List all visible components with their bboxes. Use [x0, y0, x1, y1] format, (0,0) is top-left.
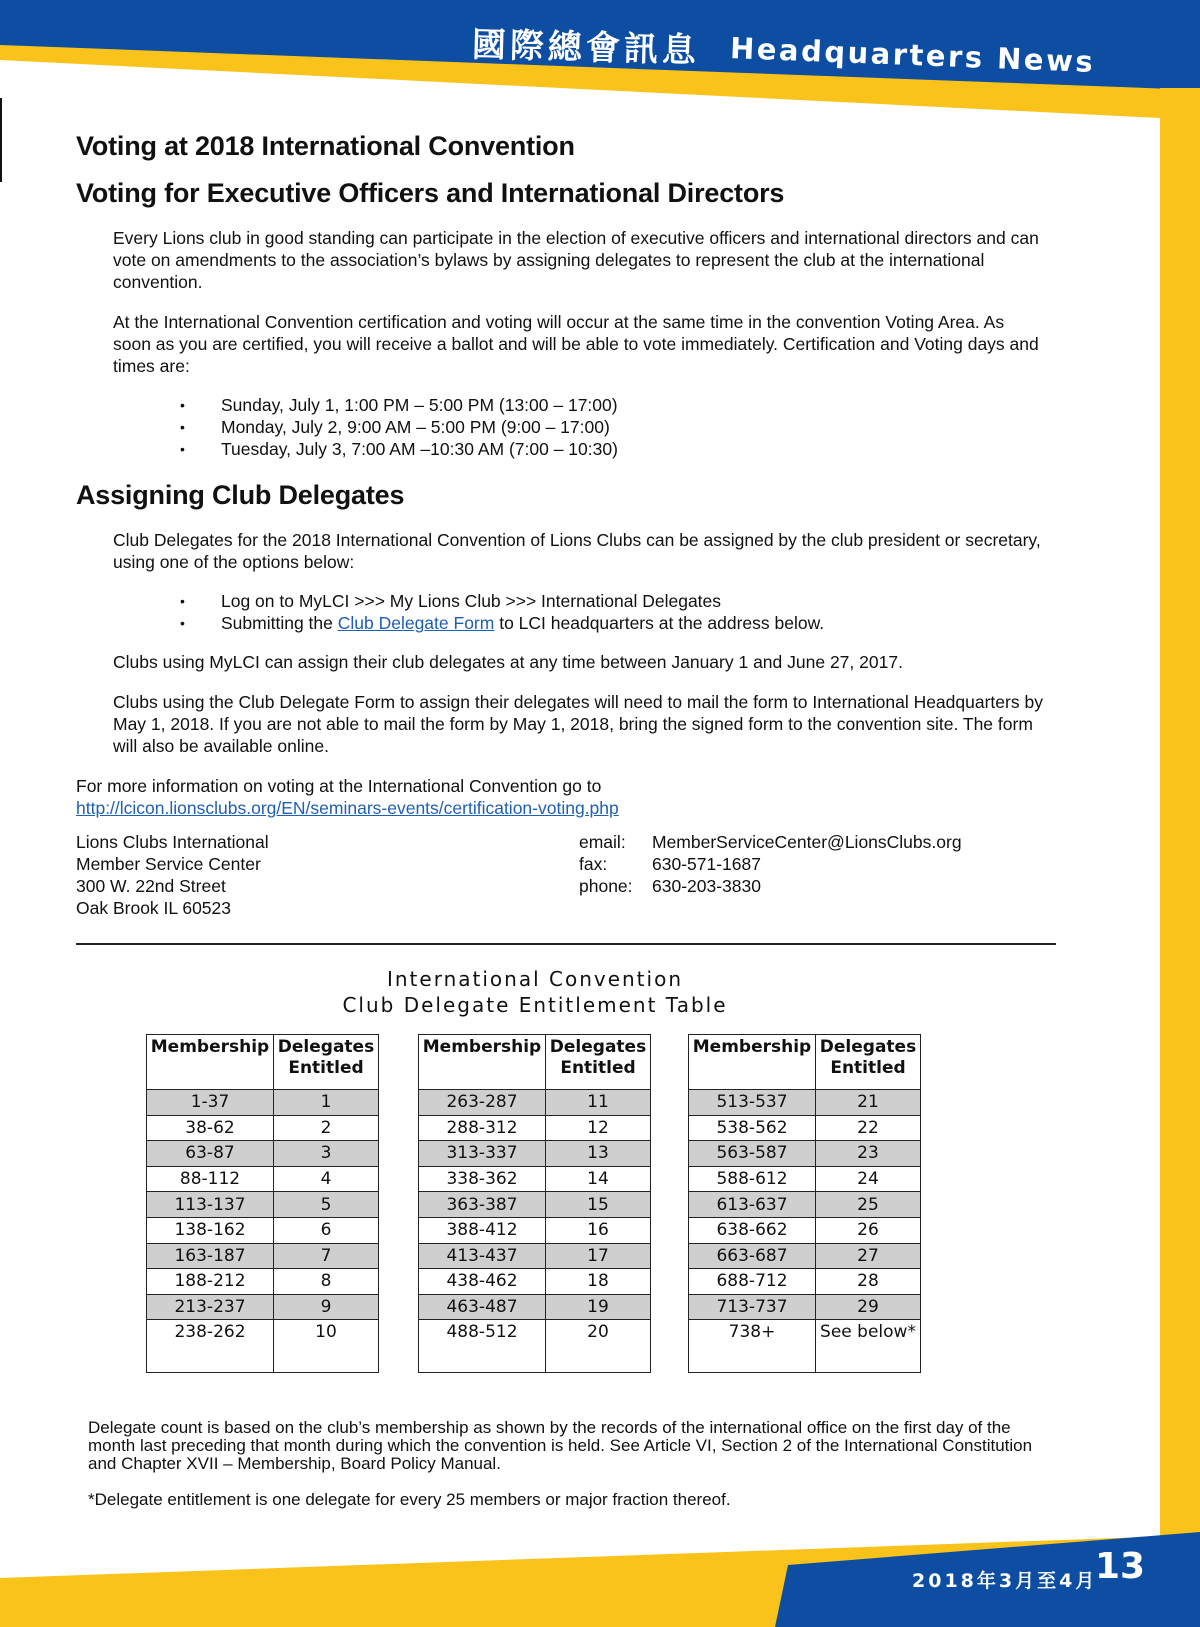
table-row	[419, 1090, 651, 1116]
table-row	[147, 1294, 379, 1320]
membership-cell: 538-562	[689, 1115, 816, 1141]
table-title-line2: Club Delegate Entitlement Table	[342, 993, 728, 1017]
delegates-cell: 28	[816, 1269, 921, 1295]
table-header-row	[689, 1035, 921, 1090]
table-row	[147, 1192, 379, 1218]
contact-details	[579, 831, 962, 897]
heading-assigning-delegates: Assigning Club Delegates	[76, 480, 405, 510]
mailing-address	[76, 831, 269, 919]
phone-value: 630-203-3830	[652, 876, 761, 896]
delegates-cell: 26	[816, 1217, 921, 1243]
membership-cell: 188-212	[147, 1269, 274, 1295]
option-form-before: Submitting the	[221, 613, 338, 633]
membership-cell: 238-262	[147, 1320, 274, 1373]
bullet-icon: •	[180, 593, 185, 609]
membership-cell: 88-112	[147, 1166, 274, 1192]
table-title-line1: International Convention	[386, 967, 683, 991]
club-delegate-form-link[interactable]: Club Delegate Form	[337, 613, 495, 633]
membership-cell: 663-687	[689, 1243, 816, 1269]
table-header-row	[419, 1035, 651, 1090]
heading-voting-2018: Voting at 2018 International Convention	[76, 131, 575, 161]
contact-fax-row	[579, 853, 962, 875]
list-item	[180, 438, 618, 460]
membership-cell: 313-337	[419, 1141, 546, 1167]
list-item	[180, 416, 618, 438]
table-row	[147, 1320, 379, 1373]
membership-cell: 613-637	[689, 1192, 816, 1218]
contact-email-row	[579, 831, 962, 853]
table-row	[147, 1166, 379, 1192]
delegate-count-note: Delegate count is based on the club’s membership as shown by the records of the international office on the first day of the month last preceding that month during which the convention is held. See Article VI, Section 2 of the International Constitution and Chapter XVII – Membership, Board Policy Manual.	[88, 1418, 1033, 1473]
delegates-cell: 18	[546, 1269, 651, 1295]
delegates-cell: 24	[816, 1166, 921, 1192]
table-body	[419, 1090, 651, 1373]
membership-cell: 563-587	[689, 1141, 816, 1167]
table-row	[689, 1141, 921, 1167]
table-row	[689, 1320, 921, 1373]
delegates-cell: 29	[816, 1294, 921, 1320]
voting-time: Tuesday, July 3, 7:00 AM –10:30 AM (7:00 – 10:30)	[221, 439, 618, 459]
table-row	[419, 1320, 651, 1373]
delegates-cell: 17	[546, 1243, 651, 1269]
delegates-cell: 15	[546, 1192, 651, 1218]
membership-cell: 338-362	[419, 1166, 546, 1192]
table-row	[419, 1269, 651, 1295]
table-row	[147, 1217, 379, 1243]
fax-label: fax:	[579, 854, 608, 874]
entitlement-table-1	[146, 1034, 379, 1373]
email-label: email:	[579, 832, 626, 852]
membership-cell: 113-137	[147, 1192, 274, 1218]
membership-cell: 138-162	[147, 1217, 274, 1243]
more-info-text: For more information on voting at the International Convention go to	[76, 776, 602, 796]
table-row	[689, 1269, 921, 1295]
contact-phone-row	[579, 875, 962, 897]
membership-cell: 438-462	[419, 1269, 546, 1295]
assign-options-list	[180, 590, 824, 634]
address-line: 300 W. 22nd Street	[76, 876, 226, 896]
table-body	[689, 1090, 921, 1373]
option-form-after: to LCI headquarters at the address below.	[494, 613, 825, 633]
list-item	[180, 590, 824, 612]
membership-cell: 263-287	[419, 1090, 546, 1116]
table-row	[419, 1166, 651, 1192]
bullet-icon: •	[180, 397, 185, 413]
entitlement-footnote: *Delegate entitlement is one delegate for every 25 members or major fraction thereof.	[88, 1490, 731, 1509]
phone-label: phone:	[579, 876, 633, 896]
table-row	[689, 1294, 921, 1320]
table-row	[689, 1166, 921, 1192]
voting-times-list	[180, 394, 618, 460]
entitlement-table-3	[688, 1034, 921, 1373]
paragraph-mylci-dates: Clubs using MyLCI can assign their club delegates at any time between January 1 and June 27, 2017.	[113, 652, 903, 672]
membership-cell: 488-512	[419, 1320, 546, 1373]
membership-header: Membership	[147, 1035, 274, 1090]
table-row	[419, 1217, 651, 1243]
address-line: Oak Brook IL 60523	[76, 898, 232, 918]
right-yellow-stripe	[1160, 88, 1200, 1548]
bullet-icon: •	[180, 615, 185, 631]
section-divider	[76, 943, 1056, 945]
voting-time: Sunday, July 1, 1:00 PM – 5:00 PM (13:00 – 17:00)	[221, 395, 618, 415]
membership-cell: 513-537	[689, 1090, 816, 1116]
membership-cell: 738+	[689, 1320, 816, 1373]
membership-cell: 288-312	[419, 1115, 546, 1141]
certification-voting-link[interactable]: http://lcicon.lionsclubs.org/EN/seminars-events/certification-voting.php	[76, 798, 619, 818]
margin-mark	[0, 98, 2, 182]
paragraph-assign-options: Club Delegates for the 2018 International Convention of Lions Clubs can be assigned by the club president or secretary, using one of the options below:	[113, 530, 1041, 572]
table-body	[147, 1090, 379, 1373]
header-title-en: Headquarters News	[729, 31, 1096, 79]
bullet-icon: •	[180, 441, 185, 457]
table-row	[689, 1243, 921, 1269]
delegates-cell: 12	[546, 1115, 651, 1141]
membership-cell: 713-737	[689, 1294, 816, 1320]
table-row	[147, 1090, 379, 1116]
delegates-cell: 25	[816, 1192, 921, 1218]
membership-cell: 413-437	[419, 1243, 546, 1269]
header-title-zh: 國際總會訊息	[471, 25, 701, 71]
table-row	[689, 1192, 921, 1218]
table-row	[419, 1141, 651, 1167]
table-row	[689, 1217, 921, 1243]
delegates-cell: 27	[816, 1243, 921, 1269]
option-mylci: Log on to MyLCI >>> My Lions Club >>> International Delegates	[221, 591, 722, 611]
membership-cell: 63-87	[147, 1141, 274, 1167]
membership-cell: 688-712	[689, 1269, 816, 1295]
delegates-cell: 3	[274, 1141, 379, 1167]
table-row	[419, 1115, 651, 1141]
membership-cell: 213-237	[147, 1294, 274, 1320]
table-row	[689, 1115, 921, 1141]
delegates-cell: 10	[274, 1320, 379, 1373]
table-row	[419, 1192, 651, 1218]
address-line: Member Service Center	[76, 854, 261, 874]
table-row	[419, 1294, 651, 1320]
list-item	[180, 394, 618, 416]
list-item	[180, 612, 824, 634]
delegates-cell: 13	[546, 1141, 651, 1167]
delegates-cell: 8	[274, 1269, 379, 1295]
table-row	[147, 1243, 379, 1269]
email-value[interactable]: MemberServiceCenter@LionsClubs.org	[652, 832, 962, 852]
table-row	[147, 1141, 379, 1167]
membership-cell: 588-612	[689, 1166, 816, 1192]
heading-voting-officers: Voting for Executive Officers and International Directors	[76, 178, 785, 208]
fax-value: 630-571-1687	[652, 854, 761, 874]
membership-cell: 638-662	[689, 1217, 816, 1243]
membership-header: Membership	[689, 1035, 816, 1090]
paragraph-eligibility: Every Lions club in good standing can participate in the election of executive officers and international directors and can vote on amendments to the association’s bylaws by assigning delegates to represent the club at the international convention.	[113, 228, 1039, 292]
issue-date: 2018年3月至4月	[912, 1570, 1098, 1592]
membership-header: Membership	[419, 1035, 546, 1090]
bullet-icon: •	[180, 419, 185, 435]
delegates-cell: 22	[816, 1115, 921, 1141]
delegates-cell: 2	[274, 1115, 379, 1141]
delegates-header: Delegates Entitled	[274, 1035, 379, 1090]
delegates-cell: 6	[274, 1217, 379, 1243]
membership-cell: 463-487	[419, 1294, 546, 1320]
delegates-header: Delegates Entitled	[546, 1035, 651, 1090]
page-number: 13	[1095, 1546, 1146, 1587]
membership-cell: 363-387	[419, 1192, 546, 1218]
table-row	[147, 1115, 379, 1141]
more-info-url[interactable]	[76, 797, 1056, 819]
table-header-row	[147, 1035, 379, 1090]
delegates-cell: 20	[546, 1320, 651, 1373]
paragraph-form-mailing: Clubs using the Club Delegate Form to assign their delegates will need to mail the form to International Headquarters by May 1, 2018. If you are not able to mail the form by May 1, 2018, bring the signed form to the convention site. The form will also be available online.	[113, 692, 1043, 756]
delegates-header: Delegates Entitled	[816, 1035, 921, 1090]
delegates-cell: 14	[546, 1166, 651, 1192]
table-row	[419, 1243, 651, 1269]
delegates-cell: 5	[274, 1192, 379, 1218]
delegates-cell: 7	[274, 1243, 379, 1269]
membership-cell: 163-187	[147, 1243, 274, 1269]
address-line: Lions Clubs International	[76, 832, 269, 852]
entitlement-table-2	[418, 1034, 651, 1373]
membership-cell: 38-62	[147, 1115, 274, 1141]
delegates-cell: 23	[816, 1141, 921, 1167]
delegates-cell: 16	[546, 1217, 651, 1243]
voting-time: Monday, July 2, 9:00 AM – 5:00 PM (9:00 – 17:00)	[221, 417, 610, 437]
table-row	[689, 1090, 921, 1116]
delegates-cell: 4	[274, 1166, 379, 1192]
delegates-cell: 1	[274, 1090, 379, 1116]
delegates-cell: 9	[274, 1294, 379, 1320]
membership-cell: 1-37	[147, 1090, 274, 1116]
delegates-cell: 21	[816, 1090, 921, 1116]
membership-cell: 388-412	[419, 1217, 546, 1243]
delegates-cell: 19	[546, 1294, 651, 1320]
paragraph-certification: At the International Convention certification and voting will occur at the same time in the convention Voting Area. As soon as you are certified, you will receive a ballot and will be able to vote immediately. Certification and Voting days and times are:	[113, 312, 1039, 376]
table-row	[147, 1269, 379, 1295]
delegates-cell: 11	[546, 1090, 651, 1116]
delegates-cell: See below*	[816, 1320, 921, 1373]
